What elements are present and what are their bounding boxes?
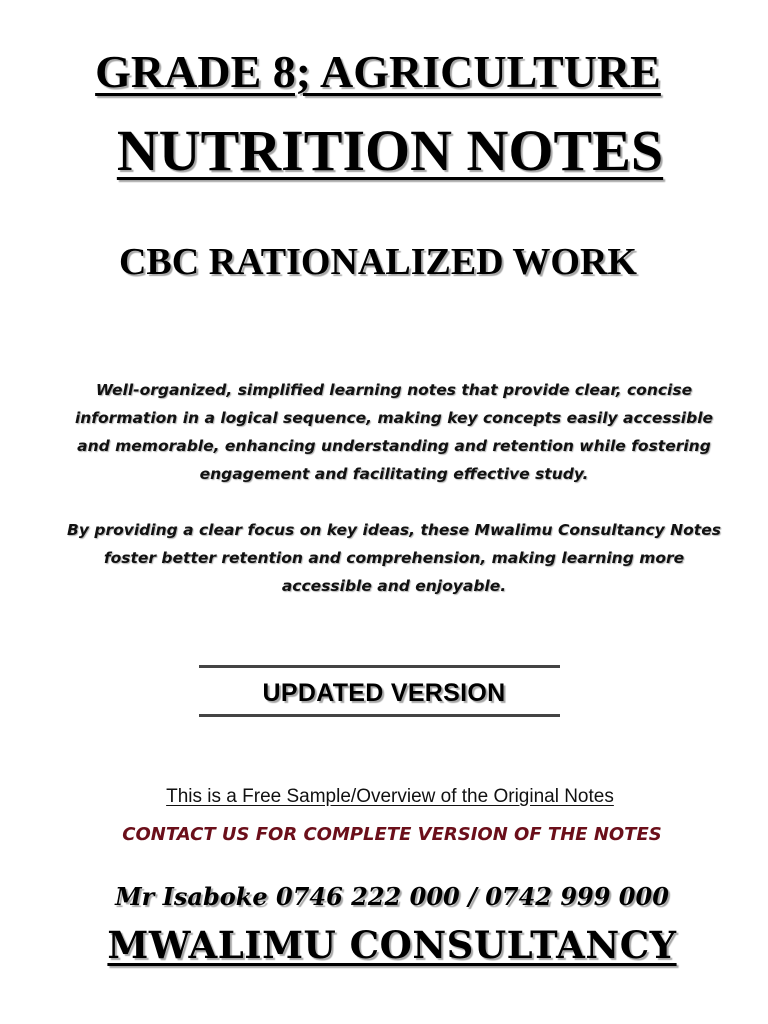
brand-name: MWALIMU CONSULTANCY (107, 923, 677, 967)
divider-bottom (199, 714, 560, 717)
sample-note: This is a Free Sample/Overview of the Original Notes (166, 786, 614, 807)
contact-line: CONTACT US FOR COMPLETE VERSION OF THE NOTES (122, 824, 662, 845)
description-paragraph-2: By providing a clear focus on key ideas, these Mwalimu Consultancy Notes foster better retention and comprehension, making learning more accessible and enjoyable. (67, 521, 721, 595)
grade-title: GRADE 8; AGRICULTURE (95, 46, 661, 97)
subtitle: CBC RATIONALIZED WORK (118, 241, 637, 283)
main-title: NUTRITION NOTES (116, 118, 664, 183)
description-paragraph-1: Well-organized, simplified learning notes that provide clear, concise information in a logical sequence, making key concepts easily accessible and memorable, enhancing understanding and retention while fostering engagement and facilitating effective study. (74, 381, 714, 483)
divider-top (199, 665, 560, 668)
phone-line: Mr Isaboke 0746 222 000 / 0742 999 000 (115, 882, 669, 911)
version-label: UPDATED VERSION (262, 679, 506, 707)
